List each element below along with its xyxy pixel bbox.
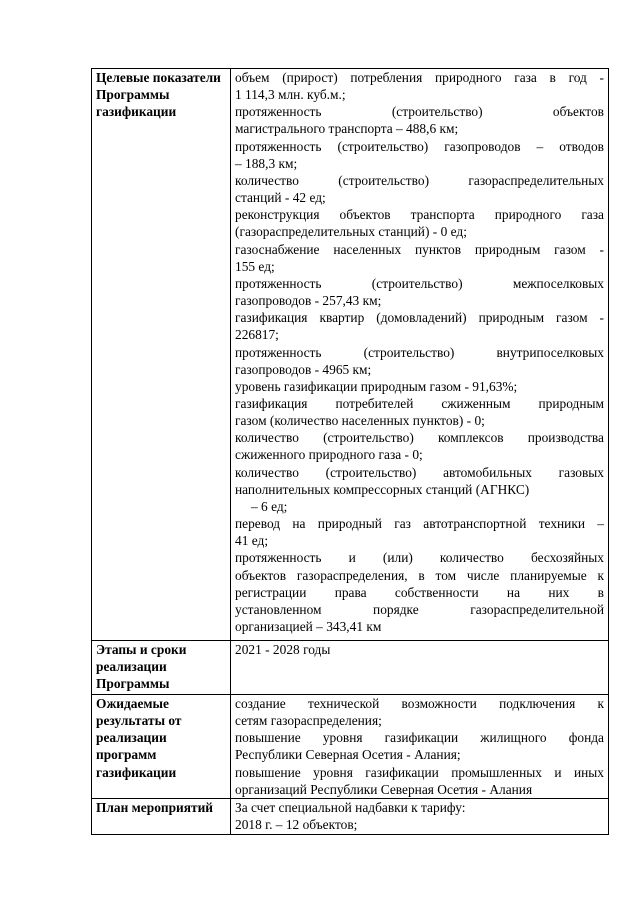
- content-line: протяженность (строительство) объектов: [235, 104, 604, 120]
- table-row-stages-and-terms: [92, 641, 609, 695]
- content-line: протяженность (строительство) межпоселковых: [235, 275, 604, 291]
- content-line: создание технической возможности подключения к: [235, 696, 604, 711]
- content-line: перевод на природный газ автотранспортной техники –: [235, 516, 604, 532]
- program-passport-table: [91, 68, 609, 835]
- content-line: протяженность (строительство) газопроводов – отводов: [235, 138, 604, 154]
- content-line: За счет специальной надбавки к тарифу:: [235, 800, 466, 815]
- row-label-action-plan: План мероприятий: [92, 799, 231, 835]
- content-line: регистрации права собственности на них в: [235, 584, 604, 600]
- content-line: количество (строительство) газораспределительных: [235, 172, 604, 188]
- content-line: 1 114,3 млн. куб.м.;: [235, 87, 346, 103]
- content-line: количество (строительство) комплексов производства: [235, 430, 604, 446]
- content-line: – 6 ед;: [251, 498, 288, 514]
- content-line: реконструкция объектов транспорта природного газа: [235, 207, 604, 223]
- content-line: установленном порядке газораспределительной: [235, 601, 604, 617]
- content-line: повышение уровня газификации жилищного фонда: [235, 730, 604, 746]
- content-line: 2021 - 2028 годы: [235, 642, 331, 657]
- content-line: организацией – 343,41 км: [235, 619, 382, 634]
- content-line: протяженность и (или) количество бесхозяйных: [235, 550, 604, 566]
- row-content-target-indicators: [231, 69, 609, 641]
- content-line: 41 ед;: [235, 533, 269, 549]
- row-content-expected-results: [231, 695, 609, 799]
- content-line: Республики Северная Осетия - Алания;: [235, 747, 461, 763]
- row-label-expected-results: Ожидаемые результаты от реализации программ газификации: [92, 695, 231, 799]
- content-line: количество (строительство) автомобильных газовых: [235, 464, 604, 480]
- content-line: протяженность (строительство) внутрипоселковых: [235, 344, 604, 360]
- content-line: сжиженного природного газа - 0;: [235, 447, 423, 463]
- table-row-action-plan: [92, 799, 609, 835]
- content-line: наполнительных компрессорных станций (АГНКС): [235, 481, 530, 497]
- content-line: объектов газораспределения, в том числе планируемые к: [235, 567, 604, 583]
- content-line: организаций Республики Северная Осетия - Алания: [235, 781, 533, 797]
- table-row-target-indicators: [92, 69, 609, 641]
- content-line: сетям газораспределения;: [235, 713, 382, 729]
- content-line: (газораспределительных станций) - 0 ед;: [235, 224, 467, 240]
- content-line: газом (количество населенных пунктов) - 0;: [235, 413, 485, 429]
- content-line: газопроводов - 4965 км;: [235, 361, 372, 377]
- content-line: газификация квартир (домовладений) природным газом -: [235, 310, 604, 326]
- content-line: газификация потребителей сжиженным природным: [235, 395, 604, 411]
- content-line: 226817;: [235, 327, 279, 343]
- row-label-stages-and-terms: Этапы и сроки реализации Программы: [92, 641, 231, 695]
- content-line: станций - 42 ед;: [235, 190, 326, 206]
- row-content-action-plan: [231, 799, 609, 835]
- content-line: повышение уровня газификации промышленных и иных: [235, 764, 604, 780]
- content-line: магистрального транспорта – 488,6 км;: [235, 121, 459, 137]
- row-label-target-indicators: Целевые показатели Программы газификации: [92, 69, 231, 641]
- content-line: газопроводов - 257,43 км;: [235, 293, 382, 309]
- row-content-stages-and-terms: [231, 641, 609, 695]
- content-line: уровень газификации природным газом - 91,63%;: [235, 378, 518, 394]
- content-line: – 188,3 км;: [235, 155, 298, 171]
- content-line: газоснабжение населенных пунктов природным газом -: [235, 241, 604, 257]
- table-row-expected-results: [92, 695, 609, 799]
- content-line: объем (прирост) потребления природного газа в год -: [235, 70, 604, 85]
- content-line: 155 ед;: [235, 258, 275, 274]
- content-line: 2018 г. – 12 объектов;: [235, 817, 358, 833]
